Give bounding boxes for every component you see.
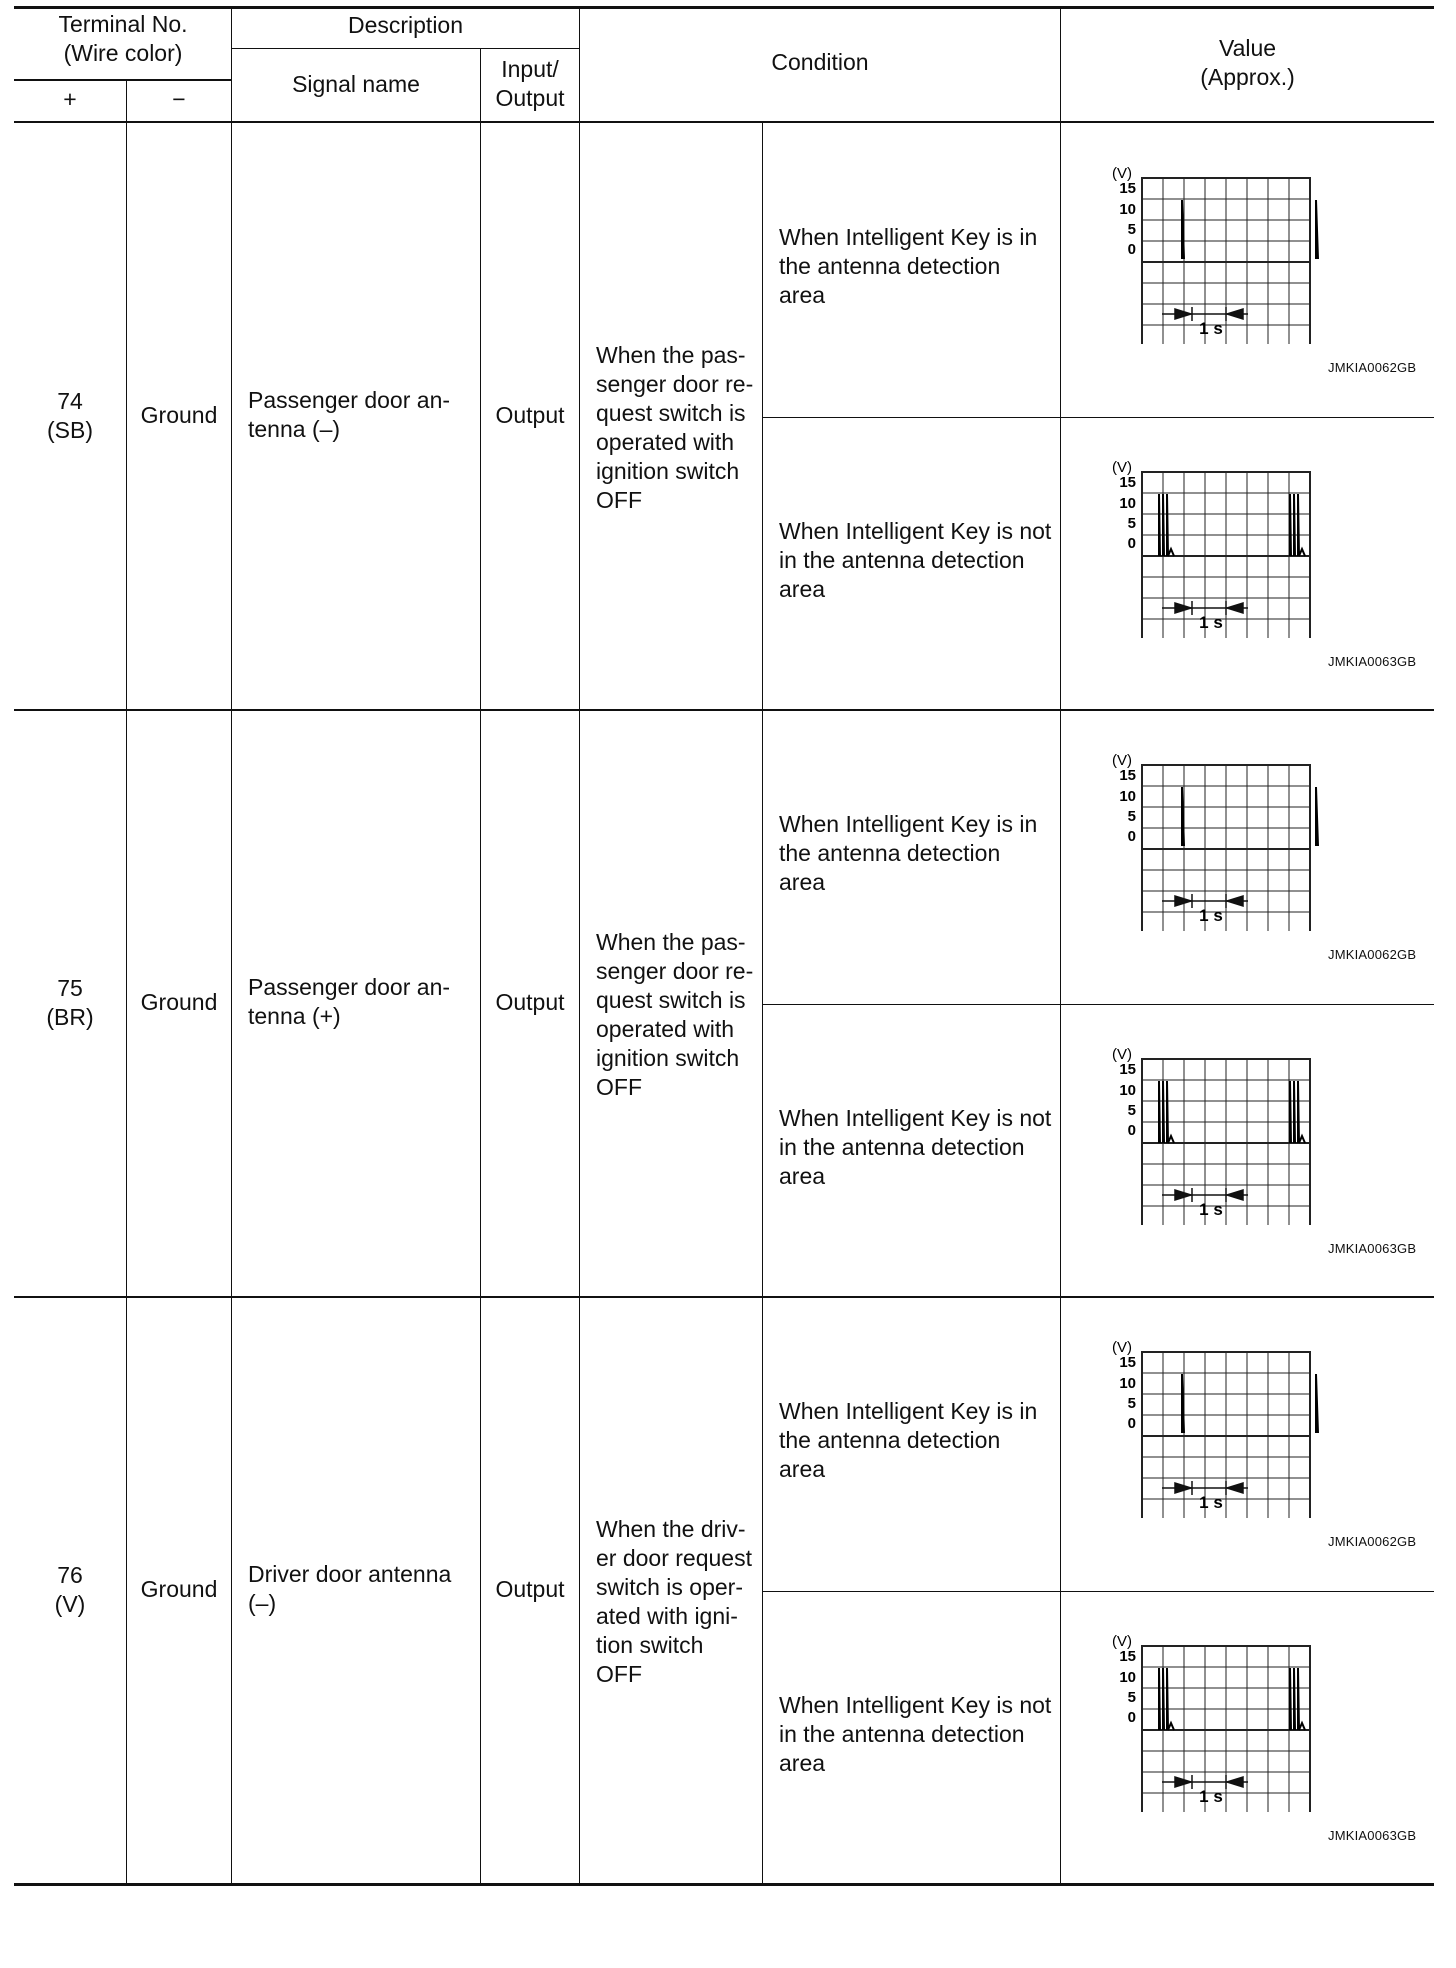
scope-tick-label: 10 [1119,1375,1136,1392]
signal-name: Passenger door an- tenna (–) [248,387,451,442]
header-minus: − [172,86,186,112]
signal-name: Passenger door an- tenna (+) [248,974,451,1029]
oscilloscope-screen [1100,751,1340,931]
scope-tick-label: 5 [1127,1102,1136,1119]
scope-tick-label: 10 [1119,788,1136,805]
scope-unit-label: (V) [1112,459,1132,476]
time-scale-label: 1 s [1199,1787,1223,1806]
scope-tick-label: 10 [1119,1082,1136,1099]
ground-label: Ground [140,989,218,1015]
scope-tick-label: 15 [1119,1061,1136,1078]
condition-text: When the pas- senger door re- quest switch is operated with ignition switch OFF [596,342,754,513]
signal-trace [1182,1374,1318,1433]
terminal-number: 74 (SB) [47,388,93,443]
scope-tick-label: 15 [1119,474,1136,491]
header-plus: + [63,86,77,112]
signal-trace [1182,787,1318,846]
time-scale-label: 1 s [1199,1200,1223,1219]
io-label: Output [495,402,565,428]
sub-condition-in-area: When Intelligent Key is in the antenna detection area [779,1398,1038,1482]
header-input-output: Input/ Output [495,56,565,111]
oscilloscope-screen [1100,164,1340,344]
scope-tick-label: 5 [1127,515,1136,532]
scope-tick-label: 10 [1119,1669,1136,1686]
waveform [1100,1045,1340,1225]
scope-tick-label: 0 [1127,828,1136,845]
sub-condition-not-in-area: When Intelligent Key is not in the antenna detection area [779,518,1052,602]
scope-unit-label: (V) [1112,752,1132,769]
waveform [1100,1338,1340,1518]
figure-code: JMKIA0063GB [1328,654,1417,669]
sub-condition-in-area: When Intelligent Key is in the antenna detection area [779,224,1038,308]
time-scale-label: 1 s [1199,906,1223,925]
scope-unit-label: (V) [1112,165,1132,182]
signal-trace [1159,1081,1305,1143]
header-signal-name: Signal name [292,71,420,97]
scope-unit-label: (V) [1112,1633,1132,1650]
oscilloscope-screen [1100,1632,1340,1812]
waveform [1100,164,1340,344]
signal-name: Driver door antenna (–) [248,1561,452,1616]
figure-code: JMKIA0063GB [1328,1241,1417,1256]
oscilloscope-screen [1100,458,1340,638]
scope-tick-label: 5 [1127,1395,1136,1412]
sub-condition-not-in-area: When Intelligent Key is not in the antenna detection area [779,1105,1052,1189]
condition-text: When the driv- er door request switch is oper- ated with igni- tion switch OFF [596,1516,752,1687]
header-value: Value (Approx.) [1200,35,1295,90]
scope-tick-label: 0 [1127,535,1136,552]
scope-unit-label: (V) [1112,1046,1132,1063]
scope-tick-label: 10 [1119,201,1136,218]
figure-code: JMKIA0062GB [1328,1534,1417,1549]
scope-tick-label: 5 [1127,221,1136,238]
waveform [1100,458,1340,638]
ground-label: Ground [140,402,218,428]
io-label: Output [495,1576,565,1602]
waveform [1100,751,1340,931]
ground-label: Ground [140,1576,218,1602]
scope-tick-label: 15 [1119,1354,1136,1371]
scope-tick-label: 15 [1119,180,1136,197]
scope-unit-label: (V) [1112,1339,1132,1356]
figure-code: JMKIA0062GB [1328,947,1417,962]
signal-trace [1159,494,1305,556]
time-scale-label: 1 s [1199,319,1223,338]
oscilloscope-screen [1100,1045,1340,1225]
scope-tick-label: 0 [1127,241,1136,258]
figure-code: JMKIA0062GB [1328,360,1417,375]
terminal-number: 76 (V) [54,1562,86,1617]
scope-tick-label: 0 [1127,1122,1136,1139]
header-condition: Condition [771,49,869,75]
time-scale-label: 1 s [1199,1493,1223,1512]
scope-tick-label: 15 [1119,767,1136,784]
scope-tick-label: 15 [1119,1648,1136,1665]
header-description: Description [347,12,464,38]
time-scale-label: 1 s [1199,613,1223,632]
signal-trace [1159,1668,1305,1730]
condition-text: When the pas- senger door re- quest switch is operated with ignition switch OFF [596,929,754,1100]
io-label: Output [495,989,565,1015]
waveform [1100,1632,1340,1812]
scope-tick-label: 10 [1119,495,1136,512]
sub-condition-not-in-area: When Intelligent Key is not in the antenna detection area [779,1692,1052,1776]
terminal-number: 75 (BR) [46,975,94,1030]
scope-tick-label: 5 [1127,1689,1136,1706]
figure-code: JMKIA0063GB [1328,1828,1417,1843]
scope-tick-label: 5 [1127,808,1136,825]
scope-tick-label: 0 [1127,1709,1136,1726]
oscilloscope-screen [1100,1338,1340,1518]
scope-tick-label: 0 [1127,1415,1136,1432]
sub-condition-in-area: When Intelligent Key is in the antenna detection area [779,811,1038,895]
header-terminal: Terminal No. (Wire color) [58,11,188,66]
signal-trace [1182,200,1318,259]
